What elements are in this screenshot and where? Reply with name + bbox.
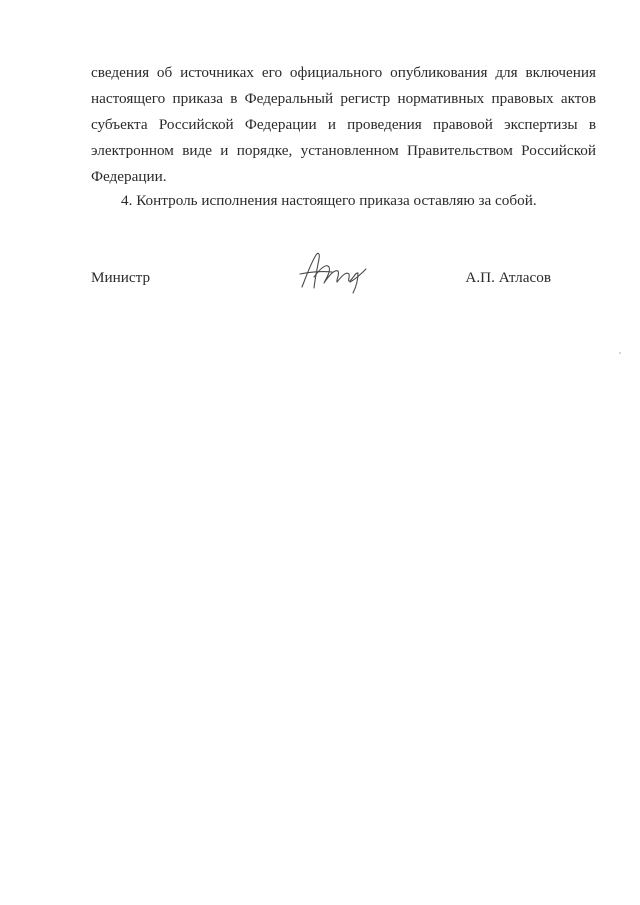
signatory-position: Министр [91, 269, 151, 286]
signatory-name: А.П. Атласов [465, 269, 551, 286]
signature-block [91, 262, 551, 302]
scan-artifact [619, 352, 621, 354]
paragraph-continuation: сведения об источниках его официального опубликования для включения настоящего приказа в Федеральный регистр нормативных правовых актов субъекта Российской Федерации и проведения правовой экспертизы в электронном виде и порядке, установленном Правительством Российской Федерации. [91, 64, 596, 185]
handwritten-signature-icon [296, 247, 376, 295]
paragraph-item-4: 4. Контроль исполнения настоящего приказа оставляю за собой. [121, 192, 537, 209]
